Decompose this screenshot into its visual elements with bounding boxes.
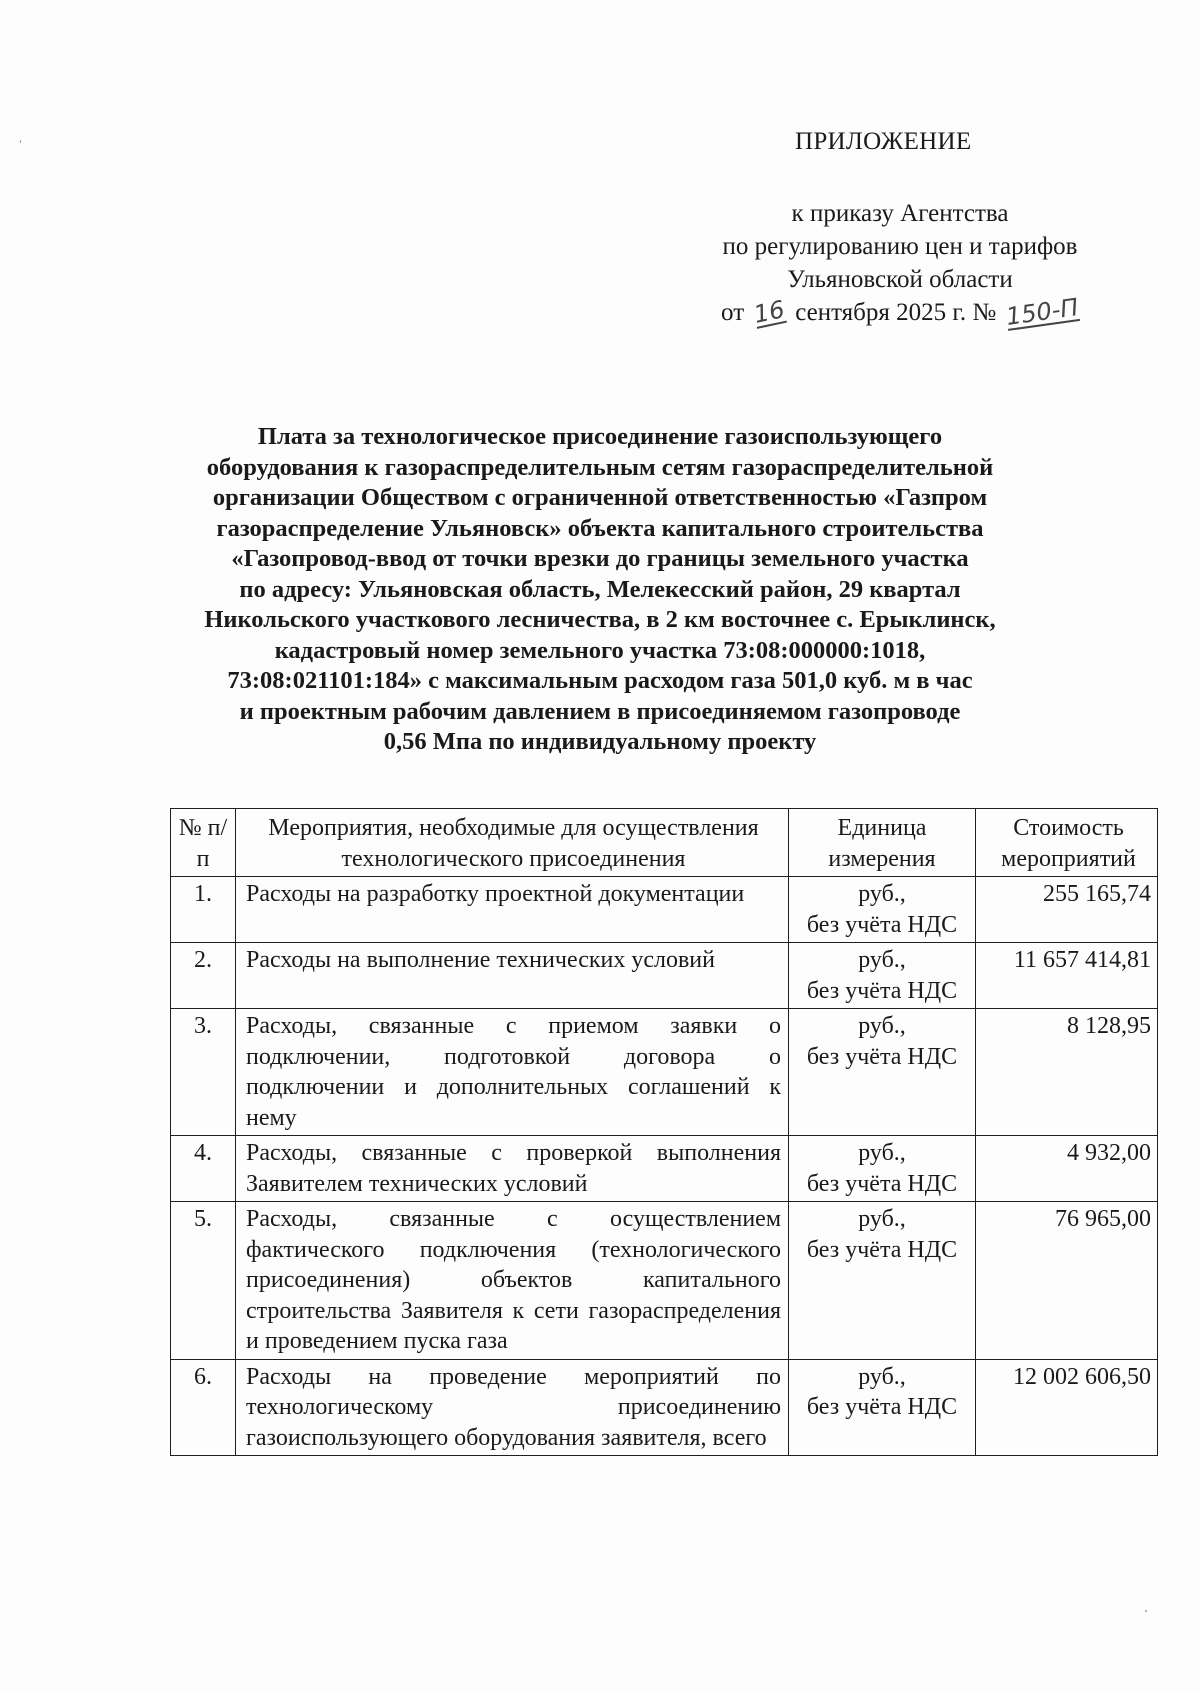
row-cost: 76 965,00 — [976, 1202, 1158, 1360]
table-row — [171, 1202, 1158, 1360]
title-line: 73:08:021101:184» с максимальным расходом газа 501,0 куб. м в час — [227, 667, 973, 694]
row-num: 5. — [171, 1202, 236, 1360]
title-line: оборудования к газораспределительным сетям газораспределительной — [206, 453, 994, 481]
title-line: 0,56 Мпа по индивидуальному проекту — [383, 728, 817, 755]
unit-line: руб., — [858, 881, 906, 907]
document-title — [150, 422, 1050, 758]
date-prefix: от — [721, 299, 745, 326]
row-unit — [789, 1202, 976, 1360]
row-cost: 12 002 606,50 — [976, 1359, 1158, 1456]
title-line: и проектным рабочим давлением в присоединяемом газопроводе — [239, 697, 961, 725]
unit-line: без учёта НДС — [806, 1236, 958, 1263]
unit-line: без учёта НДС — [806, 1043, 958, 1070]
header-num: № п/п — [171, 809, 236, 877]
row-num: 3. — [171, 1009, 236, 1136]
title-line: Никольского участкового лесничества, в 2 км восточнее с. Ерыклинск, — [204, 606, 996, 633]
row-cost: 255 165,74 — [976, 877, 1158, 943]
scan-speck — [20, 140, 21, 143]
title-line: газораспределение Ульяновск» объекта капитального строительства — [216, 514, 984, 542]
row-cost: 8 128,95 — [976, 1009, 1158, 1136]
table-row — [171, 1009, 1158, 1136]
row-unit — [789, 1136, 976, 1202]
row-cost: 4 932,00 — [976, 1136, 1158, 1202]
row-num: 6. — [171, 1359, 236, 1456]
header-cost: Стоимость мероприятий — [976, 809, 1158, 877]
fee-table — [170, 808, 1158, 1456]
handwritten-date: 16 — [751, 295, 788, 329]
row-description: Расходы, связанные с проверкой выполнения Заявителем технических условий — [236, 1136, 789, 1202]
row-num: 4. — [171, 1136, 236, 1202]
order-line: по регулированию цен и тарифов — [722, 233, 1078, 260]
row-description: Расходы на выполнение технических условий — [236, 943, 789, 1009]
header-unit: Единица измерения — [789, 809, 976, 877]
unit-line: руб., — [858, 1206, 906, 1232]
title-line: по адресу: Ульяновская область, Мелекесский район, 29 квартал — [239, 575, 961, 603]
table-row — [171, 1136, 1158, 1202]
row-num: 1. — [171, 877, 236, 943]
table-row — [171, 943, 1158, 1009]
order-date-line — [680, 293, 1120, 331]
unit-line: руб., — [858, 1363, 906, 1390]
title-line: организации Обществом с ограниченной ответственностью «Газпром — [212, 484, 988, 511]
row-unit — [789, 877, 976, 943]
unit-line: руб., — [858, 1013, 906, 1039]
order-reference — [680, 197, 1120, 329]
table-row — [171, 1359, 1158, 1456]
unit-line: руб., — [858, 947, 906, 973]
row-unit — [789, 1359, 976, 1456]
row-description: Расходы на разработку проектной документации — [236, 877, 789, 943]
unit-line: без учёта НДС — [806, 977, 958, 1004]
handwritten-order-number: 150-П — [1004, 293, 1081, 331]
unit-line: без учёта НДС — [806, 1170, 958, 1197]
row-description: Расходы, связанные с приемом заявки о подключении, подготовкой договора о подключении и дополнительных соглашений к нему — [236, 1009, 789, 1136]
order-line: к приказу Агентства — [791, 200, 1009, 227]
title-line: «Газопровод-ввод от точки врезки до границы земельного участка — [231, 545, 969, 572]
scan-speck — [1145, 1610, 1147, 1612]
row-description: Расходы, связанные с осуществлением фактического подключения (технологического присоединения) объектов капитального строительства Заявителя к сети газораспределения и проведением пуска газа — [236, 1202, 789, 1360]
title-line: кадастровый номер земельного участка 73:08:000000:1018, — [274, 636, 926, 664]
row-description: Расходы на проведение мероприятий по технологическому присоединению газоиспользующего оборудования заявителя, всего — [236, 1359, 789, 1456]
unit-line: руб., — [858, 1140, 906, 1166]
order-line: Ульяновской области — [787, 266, 1013, 293]
header-description: Мероприятия, необходимые для осуществления технологического присоединения — [236, 809, 789, 877]
unit-line: без учёта НДС — [806, 911, 958, 938]
table-row — [171, 877, 1158, 943]
table-header-row — [171, 809, 1158, 877]
unit-line: без учёта НДС — [806, 1394, 958, 1420]
appendix-title: ПРИЛОЖЕНИЕ — [795, 128, 972, 155]
row-cost: 11 657 414,81 — [976, 943, 1158, 1009]
date-text: сентября 2025 г. № — [795, 299, 997, 326]
row-num: 2. — [171, 943, 236, 1009]
row-unit — [789, 1009, 976, 1136]
title-line: Плата за технологическое присоединение газоиспользующего — [257, 423, 943, 450]
row-unit — [789, 943, 976, 1009]
